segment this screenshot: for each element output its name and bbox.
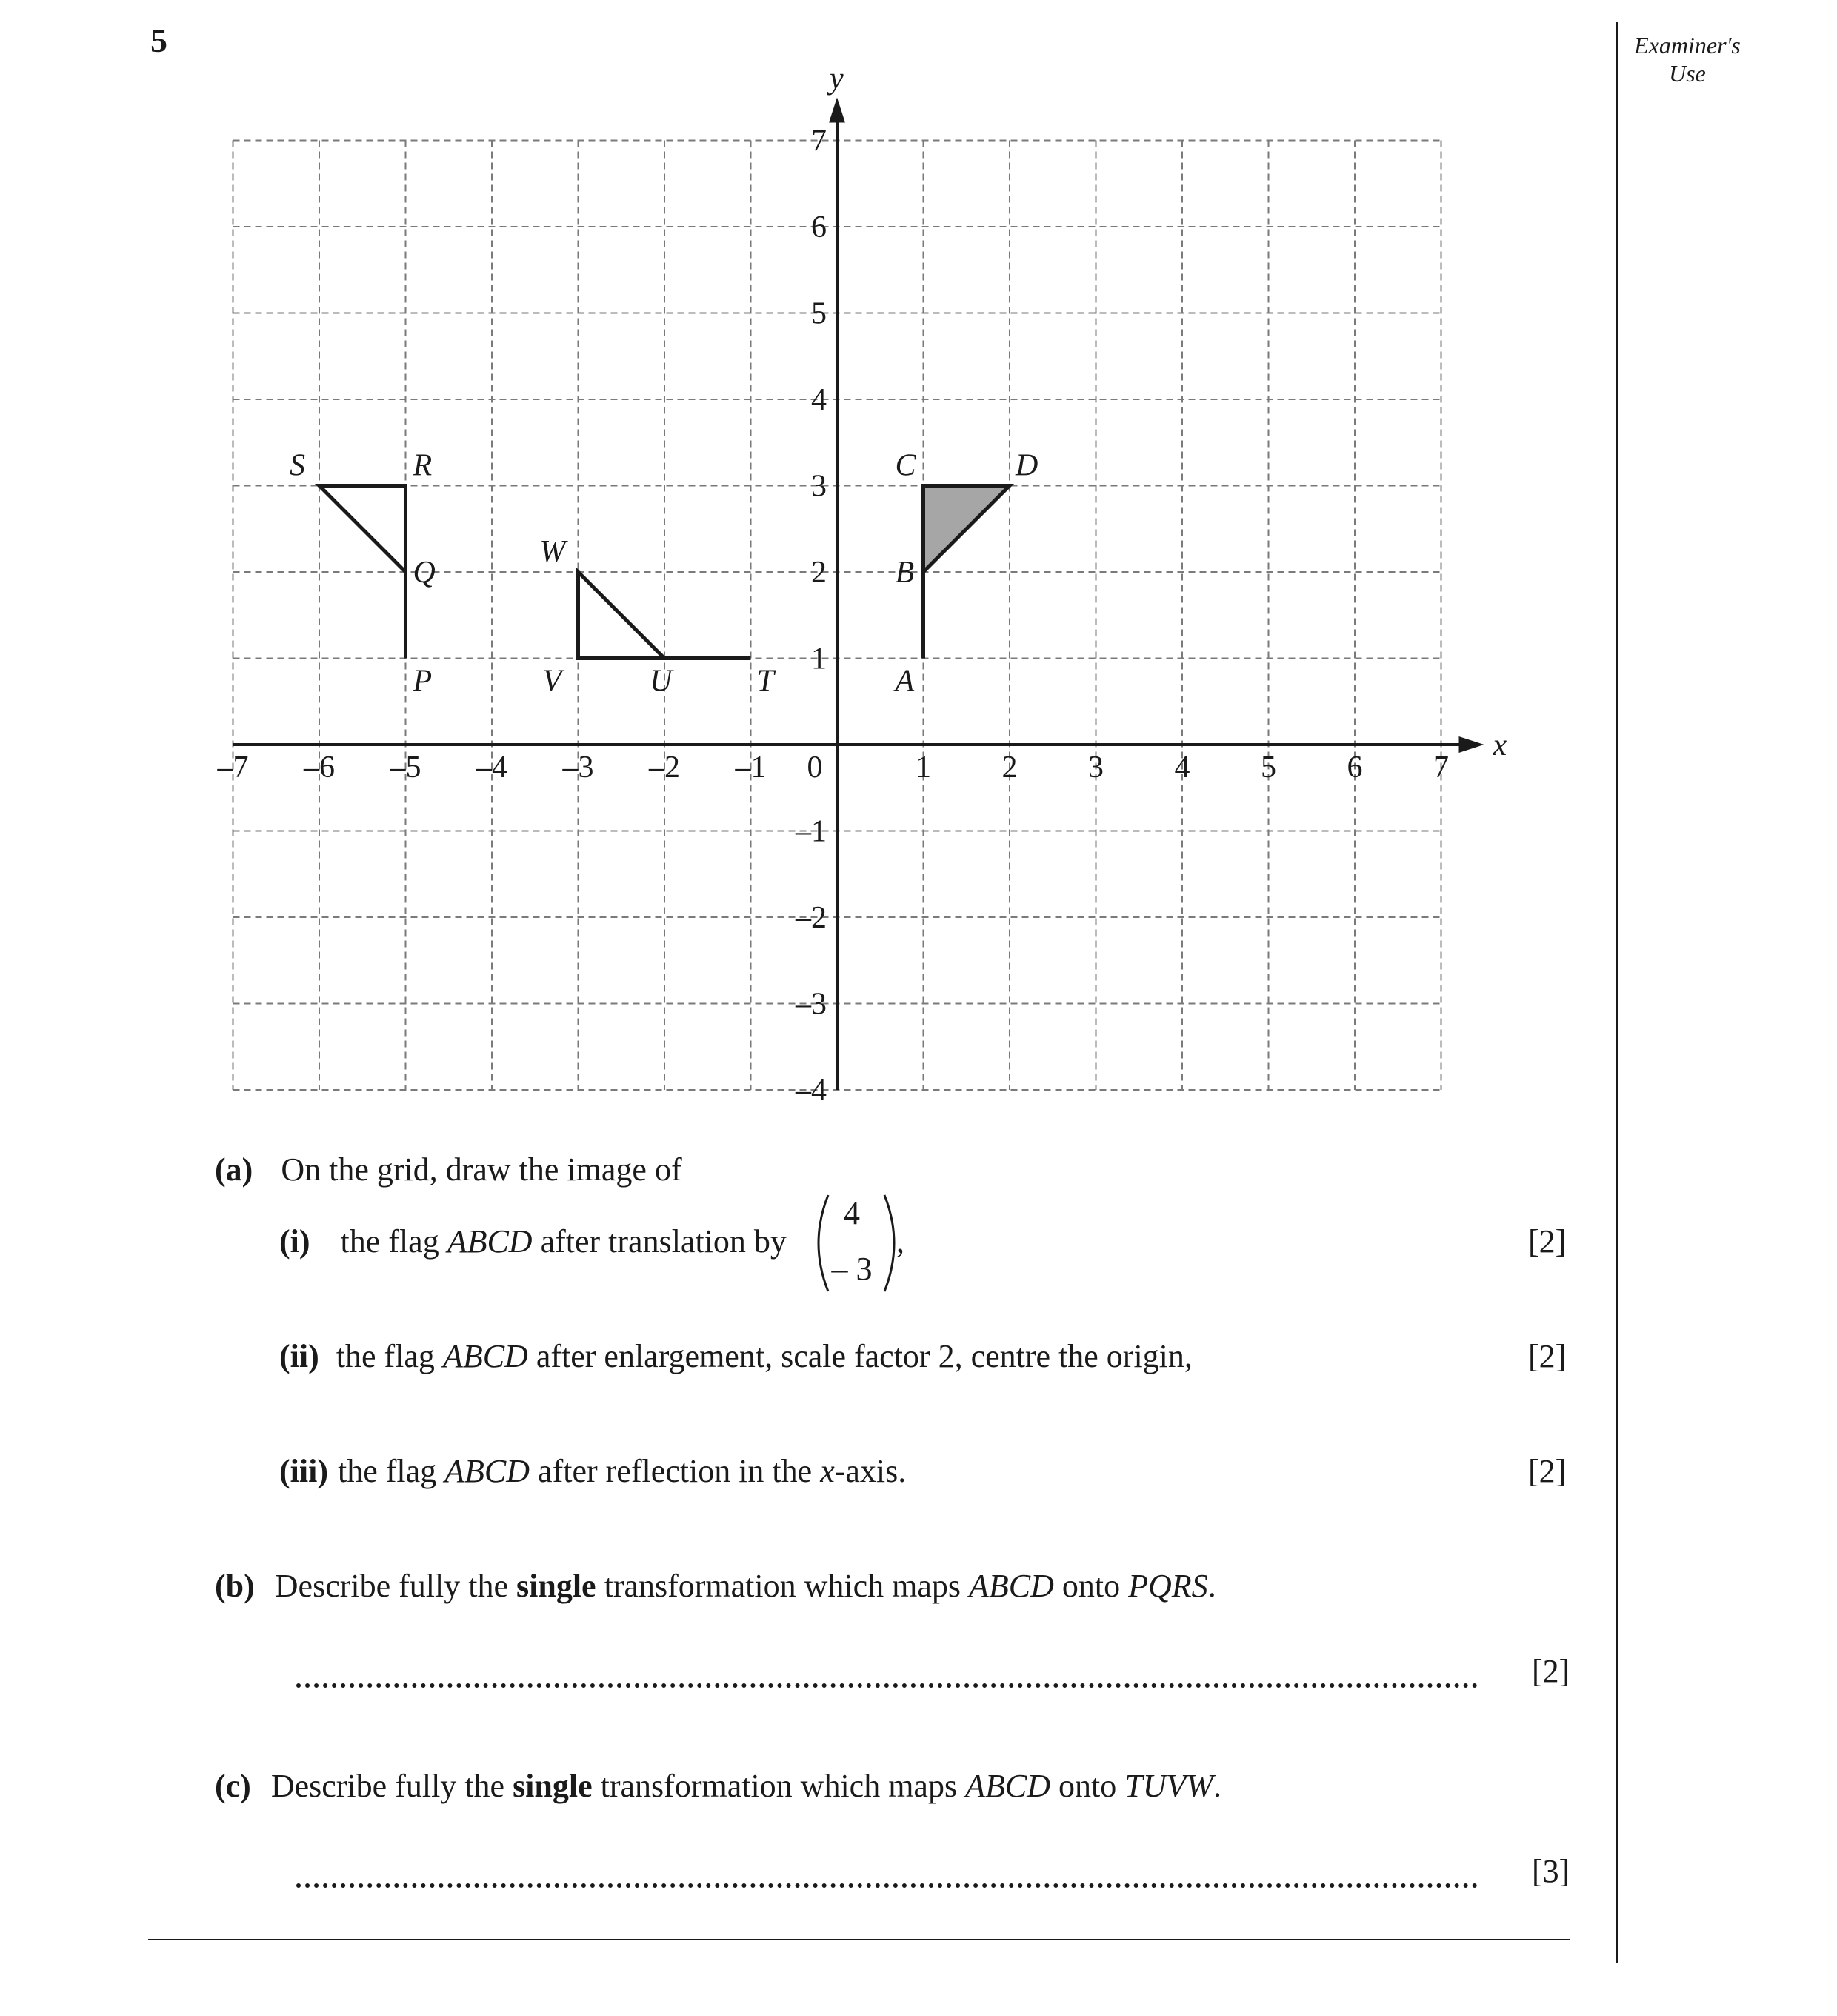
y-tick-label: 3 (811, 469, 827, 504)
part-a-ii-shape: ABCD (442, 1338, 528, 1374)
part-b-label: (b) (215, 1568, 255, 1604)
part-a-iii-pre: the flag (337, 1453, 445, 1489)
question-number: 5 (150, 21, 167, 59)
y-tick-label: 5 (811, 296, 827, 331)
part-a-i-pre: the flag (340, 1223, 447, 1260)
marks-a-ii: [2] (1528, 1338, 1567, 1374)
part-a-label: (a) (215, 1151, 253, 1188)
x-tick-label: 5 (1261, 751, 1276, 785)
x-axis-label: x (1493, 728, 1507, 762)
flag-abcd (924, 486, 1010, 573)
part-c-onto: onto (1050, 1768, 1125, 1804)
x-tick-label: 2 (1001, 751, 1018, 785)
part-c-from: ABCD (965, 1768, 1050, 1804)
part-a-stem (215, 1151, 682, 1189)
point-label-b: B (895, 556, 915, 590)
x-tick-label: –7 (217, 751, 249, 785)
y-tick-label: –4 (796, 1074, 827, 1108)
part-c-bold: single (513, 1768, 593, 1804)
part-c-end: . (1213, 1768, 1221, 1804)
y-axis-label: y (830, 61, 844, 96)
part-a-ii-post: after enlargement, scale factor 2, centre the origin, (527, 1338, 1193, 1374)
y-tick-label: –3 (796, 987, 827, 1022)
part-b-mid: transformation which maps (596, 1568, 970, 1604)
x-tick-label: 6 (1347, 751, 1363, 785)
point-label-a: A (895, 664, 915, 699)
marks-a-iii: [2] (1528, 1453, 1567, 1489)
x-tick-label: 1 (916, 751, 931, 785)
point-label-r: R (413, 448, 433, 483)
x-tick-label: 7 (1433, 751, 1449, 785)
x-tick-label: –3 (562, 751, 594, 785)
part-a-ii-label: (ii) (279, 1338, 319, 1374)
part-b-bold: single (516, 1568, 596, 1604)
examiner-use-line-1: Examiner's (1634, 32, 1741, 59)
part-a-iii-mid: after reflection in the (530, 1453, 821, 1489)
x-tick-label: 4 (1174, 751, 1190, 785)
y-tick-label: 2 (811, 556, 827, 590)
y-tick-label: –1 (796, 814, 827, 849)
part-b-to: PQRS (1128, 1568, 1208, 1604)
x-tick-label: –6 (304, 751, 335, 785)
marks-a-i: [2] (1528, 1223, 1567, 1260)
part-a-i-post: after translation by (532, 1223, 787, 1260)
y-tick-label: 4 (811, 383, 827, 417)
y-tick-label: 6 (811, 210, 827, 244)
y-tick-label: 1 (811, 642, 827, 676)
x-tick-label: –5 (390, 751, 421, 785)
point-label-u: U (650, 664, 673, 699)
point-label-c: C (895, 448, 916, 483)
flag-pqrs (319, 486, 406, 573)
x-tick-label: –2 (649, 751, 680, 785)
y-tick-label: –2 (796, 901, 827, 935)
examiner-use-line-2: Use (1669, 60, 1706, 87)
part-a-iii-shape: ABCD (444, 1453, 530, 1489)
marks-c: [3] (1532, 1853, 1570, 1889)
part-a-iii-label: (iii) (279, 1453, 328, 1489)
point-label-w: W (539, 535, 566, 569)
part-a-text: On the grid, draw the image of (281, 1151, 682, 1188)
point-label-d: D (1016, 448, 1038, 483)
x-tick-label: –1 (735, 751, 767, 785)
y-axis-arrow-icon (829, 98, 845, 123)
part-a-iii-post: -axis. (834, 1453, 907, 1489)
part-c-to: TUVW (1124, 1768, 1213, 1804)
part-b-pre: Describe fully the (274, 1568, 516, 1604)
part-b-onto: onto (1053, 1568, 1129, 1604)
point-label-s: S (290, 448, 305, 483)
part-c-pre: Describe fully the (270, 1768, 513, 1804)
origin-label: 0 (807, 751, 823, 785)
point-label-p: P (413, 664, 433, 699)
part-a-i (279, 1222, 787, 1261)
part-a-i-label: (i) (279, 1223, 310, 1260)
x-axis-arrow-icon (1459, 736, 1484, 753)
x-tick-label: 3 (1088, 751, 1104, 785)
x-tick-label: –4 (476, 751, 507, 785)
marks-b: [2] (1532, 1653, 1570, 1689)
vector-comma: , (896, 1223, 904, 1260)
part-a-iii (279, 1452, 906, 1491)
y-tick-label: 7 (811, 124, 827, 159)
part-b-end: . (1207, 1568, 1216, 1604)
point-label-v: V (542, 664, 562, 699)
answer-line-b[interactable] (296, 1683, 1478, 1688)
page-bottom-rule (148, 1939, 1570, 1940)
part-a-ii-pre: the flag (336, 1338, 443, 1374)
part-a-i-shape: ABCD (447, 1223, 533, 1260)
answer-line-c[interactable] (296, 1883, 1478, 1888)
vector-top-value: 4 (844, 1195, 860, 1231)
point-label-t: T (756, 664, 774, 699)
point-label-q: Q (413, 556, 436, 590)
part-b-from: ABCD (969, 1568, 1054, 1604)
part-c (215, 1767, 1221, 1806)
flag-tuvw (579, 572, 665, 659)
part-a-iii-axis: x (820, 1453, 835, 1489)
part-b (215, 1567, 1216, 1606)
part-a-ii (279, 1337, 1193, 1376)
vector-bottom-value: – 3 (831, 1251, 873, 1287)
part-c-label: (c) (215, 1768, 251, 1804)
part-c-mid: transformation which maps (592, 1768, 966, 1804)
